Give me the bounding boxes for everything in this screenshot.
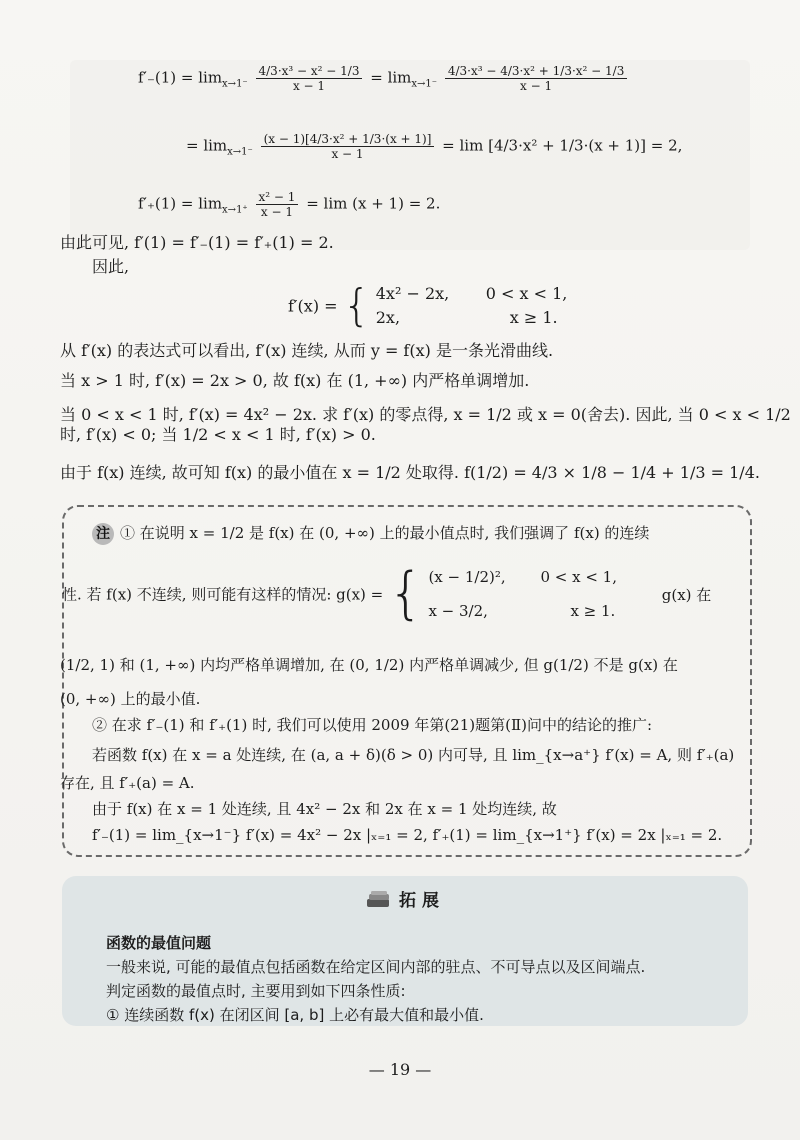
left-frac-num: 4/3·x³ − x² − 1/3 (256, 64, 363, 79)
left-lim-sub-3: x→1⁻ (227, 146, 253, 158)
left-lim-sub: x→1⁻ (222, 78, 248, 90)
text-line-2: 因此, (92, 257, 130, 276)
text-line-3: 从 f′(x) 的表达式可以看出, f′(x) 连续, 从而 y = f(x) 是一条光滑曲线. (60, 341, 554, 360)
extension-heading-text: 拓展 (399, 891, 445, 911)
left-derivative-row2 (186, 132, 682, 161)
left-frac2 (445, 64, 627, 93)
note-p1 (92, 522, 792, 545)
g-case2-expr: x − 3/2, (428, 602, 488, 620)
piece-case2-expr: 2x, (375, 308, 401, 327)
left-eq2: = lim (370, 68, 412, 87)
note-p3: (1/2, 1) 和 (1, +∞) 内均严格单调增加, 在 (0, 1/2) 内严格单调减少, 但 g(1/2) 不是 g(x) 在 (60, 656, 678, 674)
text-line-1: 由此可见, f′(1) = f′₋(1) = f′₊(1) = 2. (60, 233, 334, 252)
left-frac2-den: x − 1 (520, 79, 553, 93)
left-frac (256, 64, 363, 93)
left-derivative-row1 (138, 64, 630, 93)
g-cases (428, 560, 617, 628)
extension-box (62, 876, 748, 1026)
note-p4: (0, +∞) 上的最小值. (60, 690, 201, 708)
left-row2-end: = lim [4/3·x² + 1/3·(x + 1)] = 2, (442, 136, 683, 155)
piece-case1-expr: 4x² − 2x, (375, 284, 450, 303)
extension-l1: 一般来说, 可能的最值点包括函数在给定区间内部的驻点、不可导点以及区间端点. (106, 958, 646, 976)
left-frac3 (261, 132, 435, 161)
left-brace-icon: { (342, 280, 371, 331)
text-line-5: 当 0 < x < 1 时, f′(x) = 4x² − 2x. 求 f′(x) 的零点得, x = 1/2 或 x = 0(舍去). 因此, 当 0 < x < 1/2 (60, 405, 791, 424)
note-p9: f′₋(1) = lim_{x→1⁻} f′(x) = 4x² − 2x |ₓ₌₁ = 2, f′₊(1) = lim_{x→1⁺} f′(x) = 2x |ₓ₌₁ = 2. (92, 826, 723, 844)
note-p7: 存在, 且 f′₊(a) = A. (60, 774, 195, 792)
text-line-6: 时, f′(x) < 0; 当 1/2 < x < 1 时, f′(x) > 0. (60, 425, 376, 444)
left-frac-den: x − 1 (292, 79, 326, 93)
left-brace-icon-2: { (388, 561, 424, 626)
right-lim-sub: x→1⁺ (222, 204, 248, 216)
piece-cases (376, 282, 568, 330)
right-frac-num: x² − 1 (256, 190, 299, 205)
note-p1-text: ① 在说明 x = 1/2 是 f(x) 在 (0, +∞) 上的最小值点时, 我们强调了 f(x) 的连续 (120, 524, 650, 542)
left-lhs: f′₋(1) = lim (138, 68, 223, 87)
right-lhs: f′₊(1) = lim (138, 194, 223, 213)
right-frac-den: x − 1 (260, 205, 293, 219)
extension-l3: ① 连续函数 f(x) 在闭区间 [a, b] 上必有最大值和最小值. (106, 1006, 484, 1024)
left-frac3-den: x − 1 (331, 147, 364, 161)
piecewise-fprime (288, 282, 567, 330)
extension-heading (62, 886, 748, 911)
extension-l2: 判定函数的最值点时, 主要用到如下四条性质: (106, 982, 406, 1000)
extension-title: 函数的最值问题 (106, 934, 212, 952)
left-lim-sub-2: x→1⁻ (411, 78, 438, 90)
left-row2-start: = lim (186, 136, 228, 155)
note-p5: ② 在求 f′₋(1) 和 f′₊(1) 时, 我们可以使用 2009 年第(21)题第(Ⅱ)问中的结论的推广: (92, 716, 653, 734)
left-frac3-num: (x − 1)[4/3·x² + 1/3·(x + 1)] (261, 132, 435, 147)
g-case1-cond: 0 < x < 1, (540, 568, 617, 586)
piece-case2-cond: x ≥ 1. (509, 308, 558, 327)
note-p2-a: 性. 若 f(x) 不连续, 则可能有这样的情况: g(x) = (62, 585, 384, 604)
g-case1-expr: (x − 1/2)², (428, 568, 506, 586)
note-p2-b: g(x) 在 (661, 585, 712, 604)
page-number: — 19 — (368, 1060, 432, 1079)
piece-case1-cond: 0 < x < 1, (485, 284, 568, 303)
right-end: = lim (x + 1) = 2. (306, 194, 441, 213)
right-derivative-row (138, 190, 440, 219)
books-icon (365, 891, 393, 911)
piece-lhs: f′(x) = (288, 296, 338, 316)
g-case2-cond: x ≥ 1. (570, 602, 616, 620)
note-p8: 由于 f(x) 在 x = 1 处连续, 且 4x² − 2x 和 2x 在 x = 1 处均连续, 故 (92, 800, 557, 818)
note-p6: 若函数 f(x) 在 x = a 处连续, 在 (a, a + δ)(δ > 0) 内可导, 且 lim_{x→a⁺} f′(x) = A, 则 f′₊(a) (92, 746, 735, 764)
left-frac2-num: 4/3·x³ − 4/3·x² + 1/3·x² − 1/3 (445, 64, 627, 79)
note-badge: 注 (92, 523, 114, 545)
text-line-4: 当 x > 1 时, f′(x) = 2x > 0, 故 f(x) 在 (1, +∞) 内严格单调增加. (60, 371, 530, 390)
right-frac (256, 190, 299, 219)
text-line-7: 由于 f(x) 连续, 故可知 f(x) 的最小值在 x = 1/2 处取得. f(1/2) = 4/3 × 1/8 − 1/4 + 1/3 = 1/4. (60, 463, 760, 482)
note-g-piecewise (62, 560, 711, 628)
